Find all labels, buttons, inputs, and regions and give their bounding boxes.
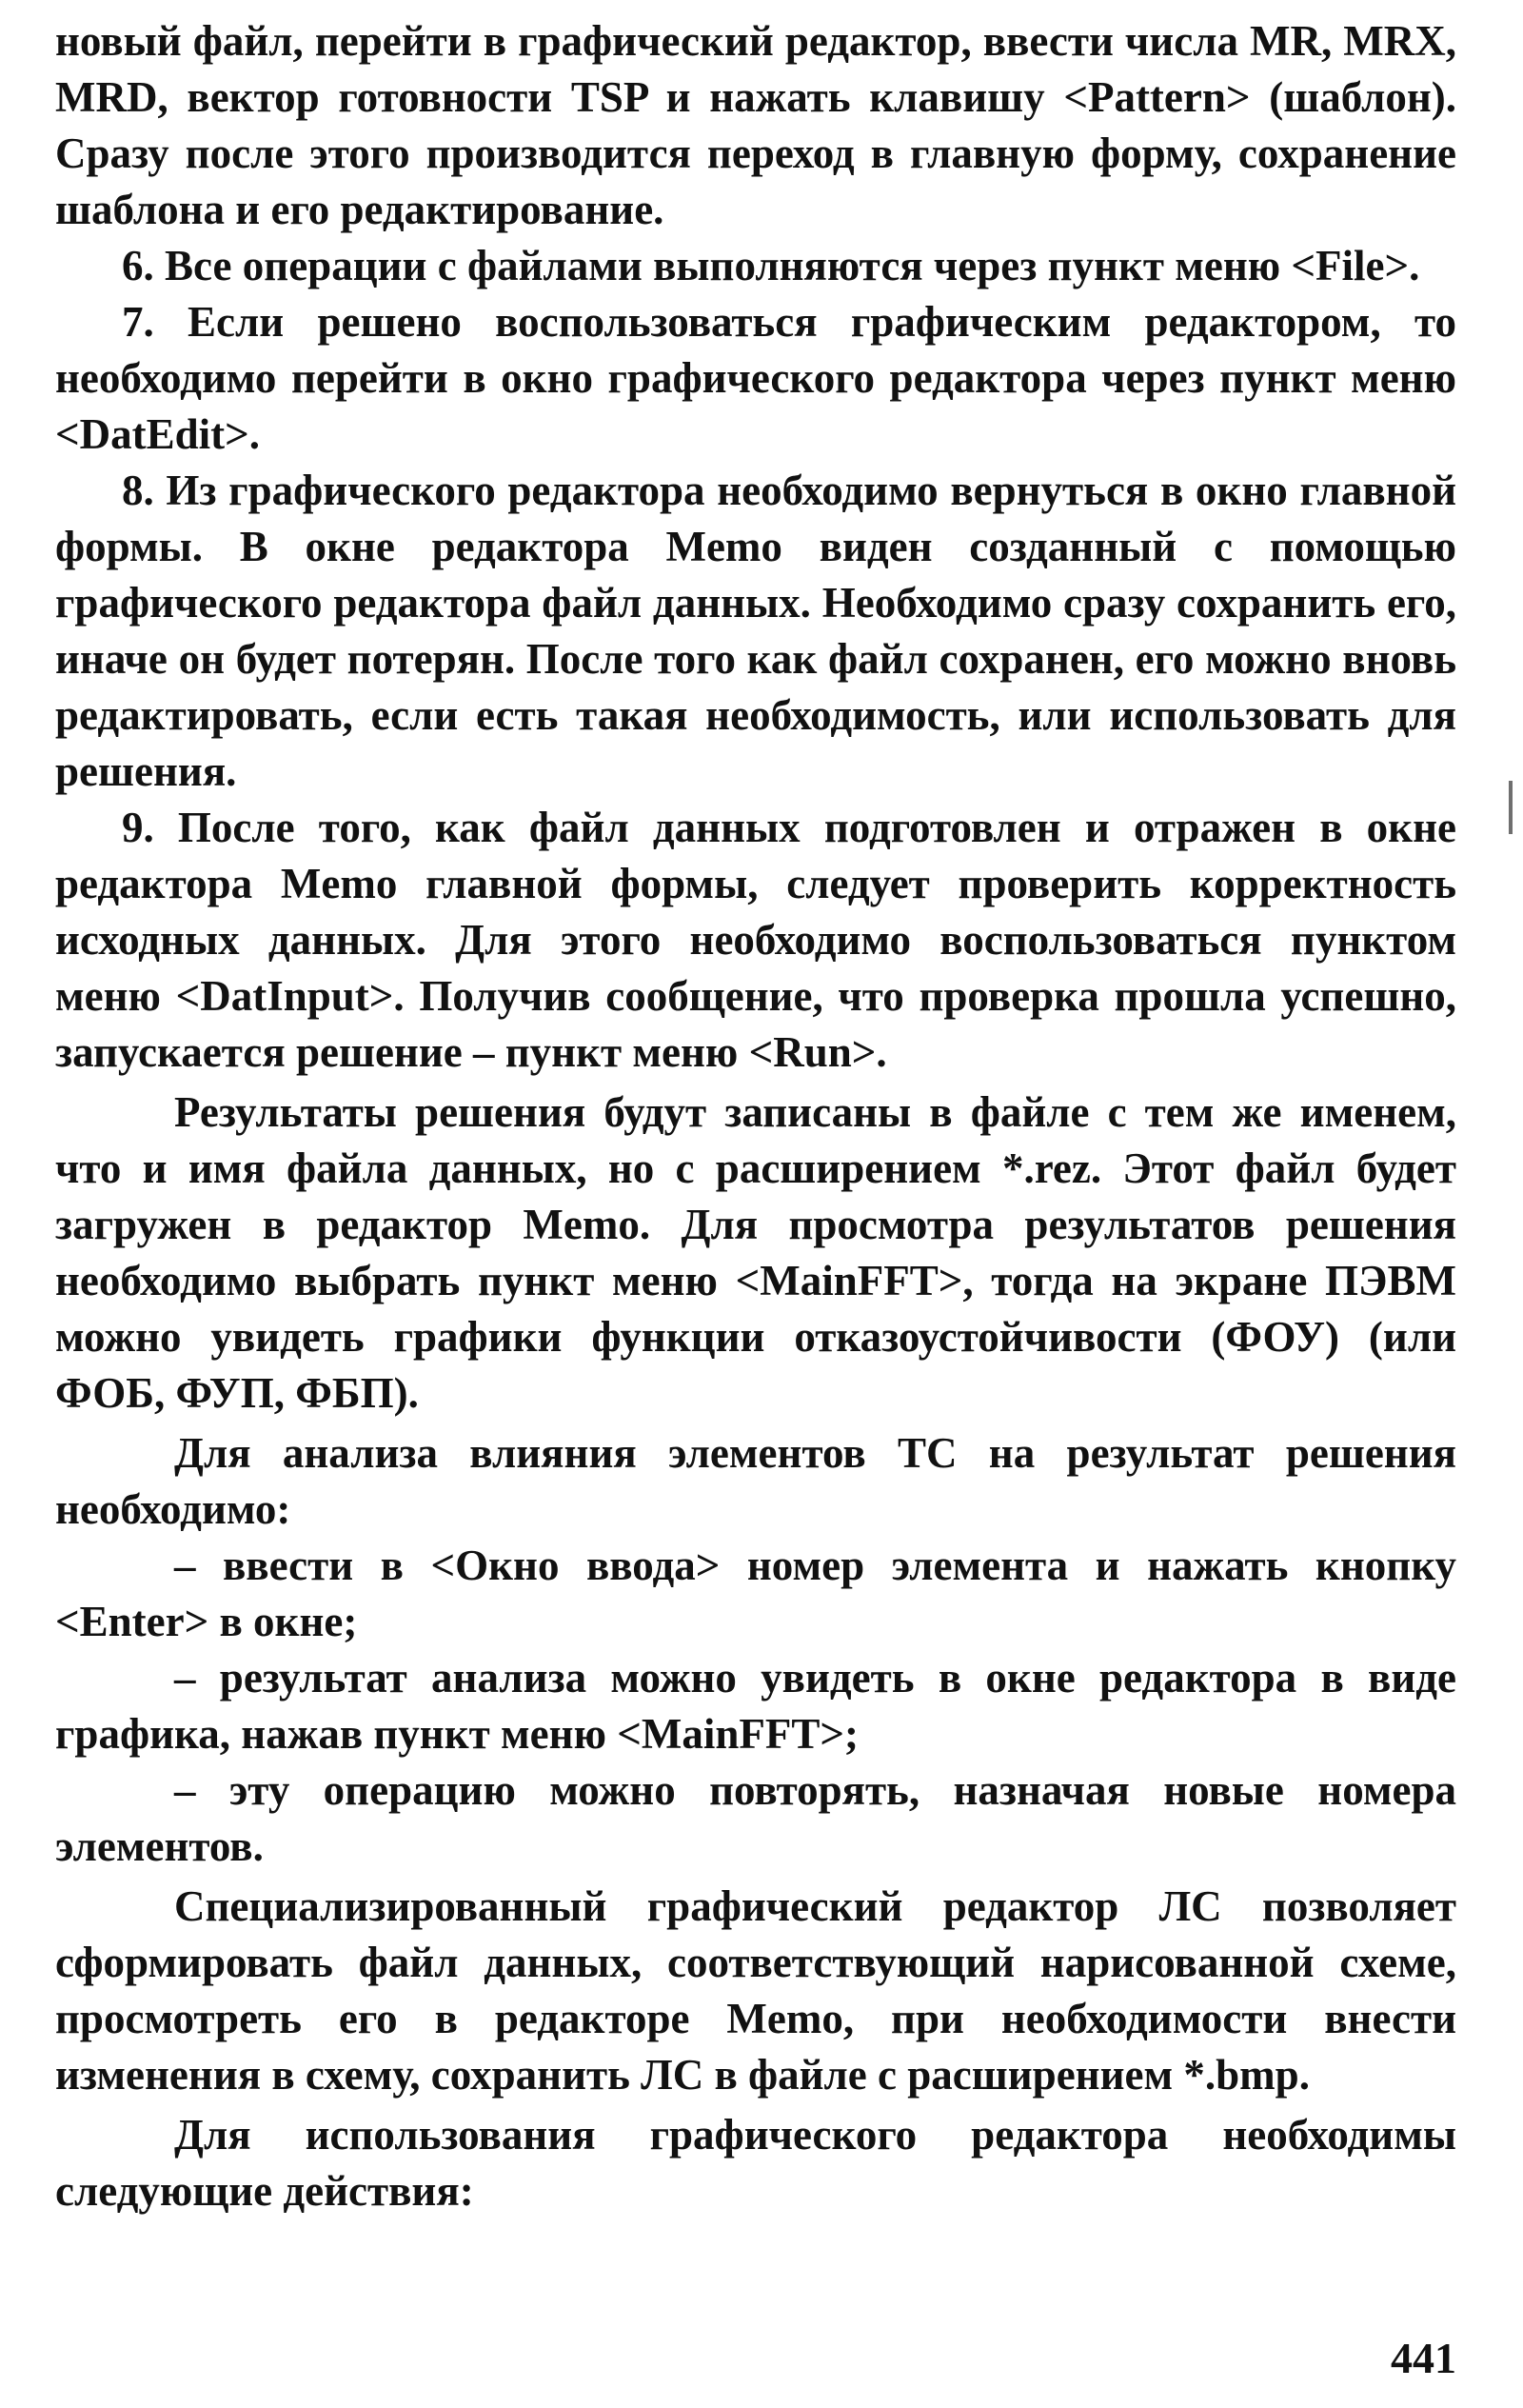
paragraph-analysis-intro: Для анализа влияния элементов ТС на результат решения необходимо: (55, 1429, 1456, 1533)
page-body (55, 13, 1456, 2219)
list-item-repeat: – эту операцию можно повторять, назначая новые номера элементов. (55, 1766, 1456, 1870)
list-item-enter: – ввести в <Окно ввода> номер элемента и нажать кнопку <Enter> в окне; (55, 1542, 1456, 1645)
paragraph-item-7: 7. Если решено воспользоваться графическим редактором, то необходимо перейти в окно графического редактора через пункт меню <DatEdit>. (55, 298, 1456, 458)
paragraph-item-8: 8. Из графического редактора необходимо вернуться в окно главной формы. В окне редактора Memo виден созданный с помощью графического редактора файл данных. Необходимо сразу сохранить его, иначе он будет потерян. После того как файл сохранен, его можно вновь редактировать, если есть такая необходимость, или использовать для решения. (55, 467, 1456, 795)
page-number: 441 (1391, 2334, 1456, 2382)
list-item-result: – результат анализа можно увидеть в окне редактора в виде графика, нажав пункт меню <MainFFT>; (55, 1654, 1456, 1758)
paragraph-results: Результаты решения будут записаны в файле с тем же именем, что и имя файла данных, но с расширением *.rez. Этот файл будет загружен в редактор Memo. Для просмотра результатов решения необходимо выбрать пункт меню <MainFFT>, тогда на экране ПЭВМ можно увидеть графики функции отказоустойчивости (ФОУ) (или ФОБ, ФУП, ФБП). (55, 1088, 1456, 1417)
paragraph-item-6: 6. Все операции с файлами выполняются через пункт меню <File>. (122, 242, 1420, 289)
paragraph-graphic-editor: Специализированный графический редактор ЛС позволяет сформировать файл данных, соответствующий нарисованной схеме, просмотреть его в редакторе Memo, при необходимости внести изменения в схему, сохранить ЛС в файле с расширением *.bmp. (55, 1882, 1456, 2099)
paragraph-item-9: 9. После того, как файл данных подготовлен и отражен в окне редактора Memo главной формы, следует проверить корректность исходных данных. Для этого необходимо воспользоваться пунктом меню <DatInput>. Получив сообщение, что проверка прошла успешно, запускается решение – пункт меню <Run>. (55, 804, 1456, 1076)
paragraph-actions-intro: Для использования графического редактора необходимы следующие действия: (55, 2111, 1456, 2215)
margin-mark (1509, 781, 1513, 834)
paragraph-continuation: новый файл, перейти в графический редактор, ввести числа MR, MRX, MRD, вектор готовности TSP и нажать клавишу <Pattern> (шаблон). Сразу после этого производится переход в главную форму, сохранение шаблона и его редактирование. (55, 17, 1456, 233)
